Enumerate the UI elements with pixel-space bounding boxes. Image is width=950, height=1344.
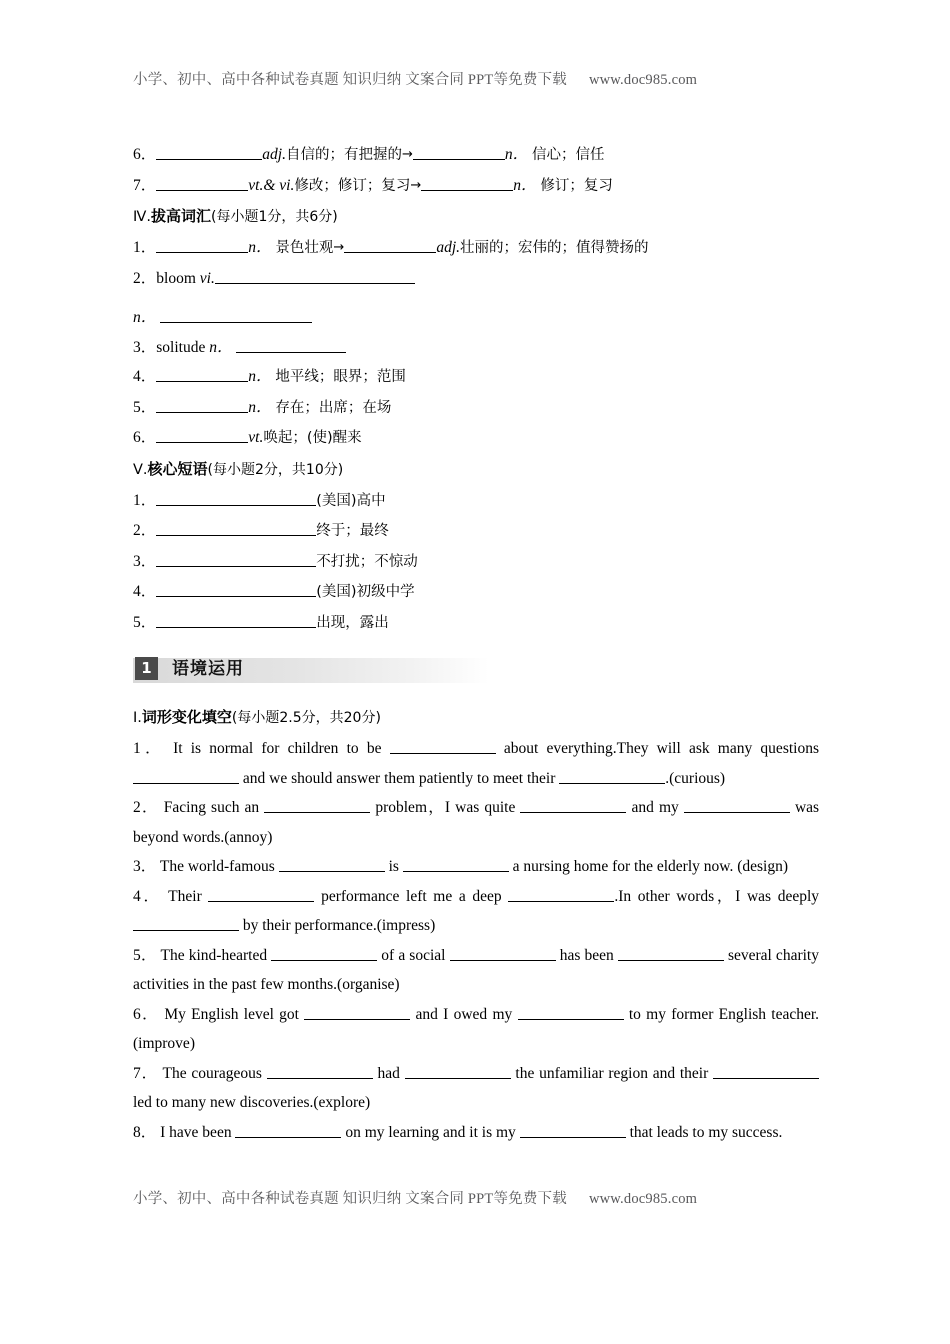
vocab-row <box>133 333 819 363</box>
banner-number-badge: 1 <box>135 657 158 680</box>
question-text: and my <box>631 799 679 816</box>
question-text: was beyond words.(annoy) <box>133 799 820 846</box>
question-item <box>133 941 819 1000</box>
item-number: 2． <box>133 522 157 539</box>
phrase-row <box>133 516 819 547</box>
chinese-gloss: (美国)初级中学 <box>316 584 415 600</box>
item-number: 3． <box>133 858 157 875</box>
answer-blank[interactable] <box>156 520 316 536</box>
section-title: 核心短语 <box>147 459 208 478</box>
section-roman-numeral: Ⅴ <box>133 461 143 478</box>
question-text: is <box>388 858 399 875</box>
item-number: 3． <box>133 338 157 356</box>
question-text: I have been <box>160 1123 232 1141</box>
answer-blank[interactable] <box>271 945 377 961</box>
section-dot: . <box>146 209 151 225</box>
answer-blank[interactable] <box>156 397 248 413</box>
chinese-gloss: 修订；复习 <box>540 177 613 194</box>
answer-blank[interactable] <box>390 738 496 754</box>
vocab-row <box>133 362 819 393</box>
part-of-speech: n． <box>248 398 272 416</box>
chinese-gloss: (美国)高中 <box>316 492 386 509</box>
answer-blank[interactable] <box>156 144 262 160</box>
answer-blank[interactable] <box>279 856 385 872</box>
question-text: The world-famous <box>159 858 275 875</box>
question-text: had <box>377 1064 400 1082</box>
answer-blank[interactable] <box>684 797 790 813</box>
question-text: Their <box>168 887 202 905</box>
answer-blank[interactable] <box>405 1063 511 1079</box>
answer-blank[interactable] <box>133 768 239 784</box>
part-of-speech: n． <box>209 338 233 356</box>
part-of-speech: n． <box>504 146 529 163</box>
phrase-row <box>133 486 819 517</box>
chinese-gloss: 自信的；有把握的 <box>285 147 402 163</box>
item-number: 8． <box>133 1123 157 1141</box>
question-text: about everything.They will ask many questions <box>503 740 819 757</box>
question-item <box>133 882 819 941</box>
arrow-icon: → <box>410 177 422 193</box>
section-title: 词形变化填空 <box>141 708 232 726</box>
question-text: to my former English teacher.(improve) <box>133 1005 820 1052</box>
section-score: (每小题2分，共10分) <box>207 461 344 478</box>
section-score: (每小题1分，共6分) <box>211 209 338 225</box>
answer-blank[interactable] <box>156 366 248 382</box>
chinese-gloss: 唤起；(使)醒来 <box>263 430 362 446</box>
item-number: 6． <box>133 429 157 446</box>
question-text: Facing such an <box>163 799 260 816</box>
question-text: My English level got <box>164 1005 299 1023</box>
chinese-gloss: 壮丽的；宏伟的；值得赞扬的 <box>460 240 649 256</box>
answer-blank[interactable] <box>344 237 436 253</box>
answer-blank[interactable] <box>267 1063 373 1079</box>
answer-blank[interactable] <box>215 268 415 284</box>
question-text: .(curious) <box>665 769 726 787</box>
section-heading-iv <box>133 201 819 233</box>
question-text: has been <box>559 946 614 964</box>
part-of-speech: adj. <box>436 239 460 256</box>
part-of-speech: n． <box>133 309 157 326</box>
question-item <box>133 1059 819 1118</box>
answer-blank[interactable] <box>156 551 316 567</box>
question-text: The courageous <box>162 1064 262 1082</box>
part-of-speech: vi. <box>199 269 215 287</box>
question-text: and I owed my <box>415 1005 513 1023</box>
question-text: problem，I was quite <box>375 799 516 816</box>
answer-blank[interactable] <box>235 1122 341 1138</box>
document-body <box>133 140 819 1147</box>
arrow-icon: → <box>401 147 413 162</box>
answer-blank[interactable] <box>236 337 346 353</box>
answer-blank[interactable] <box>156 490 316 506</box>
part-of-speech: vt.& vi. <box>248 176 295 194</box>
answer-blank[interactable] <box>156 612 316 628</box>
vocab-row-continuation <box>133 303 819 333</box>
question-item <box>133 734 819 793</box>
answer-blank[interactable] <box>156 581 316 597</box>
question-item <box>133 1118 819 1148</box>
part-of-speech: adj. <box>262 146 286 163</box>
vocab-row <box>133 264 819 294</box>
answer-blank[interactable] <box>413 144 505 160</box>
item-number: 4． <box>133 583 157 600</box>
item-number: 1． <box>133 491 157 509</box>
section-banner <box>133 654 819 688</box>
answer-blank[interactable] <box>264 797 370 813</box>
answer-blank[interactable] <box>559 768 665 784</box>
item-number: 1． <box>133 239 157 256</box>
chinese-gloss: 景色壮观 <box>275 240 334 256</box>
question-text: and we should answer them patiently to meet their <box>242 769 556 787</box>
answer-blank[interactable] <box>618 945 724 961</box>
answer-blank[interactable] <box>403 856 509 872</box>
section-title: 拔高词汇 <box>151 207 212 225</box>
answer-blank[interactable] <box>160 307 312 323</box>
answer-blank[interactable] <box>518 1004 624 1020</box>
part-of-speech: n． <box>513 176 537 194</box>
vocab-row <box>133 423 819 454</box>
answer-blank[interactable] <box>450 945 556 961</box>
chinese-gloss: 不打扰；不惊动 <box>316 553 418 570</box>
watermark-text: 小学、初中、高中各种试卷真题 知识归纳 文案合同 PPT等免费下载 <box>133 1191 567 1207</box>
question-text: It is normal for children to be <box>173 740 382 757</box>
banner-title: 语境运用 <box>172 659 244 679</box>
headword: bloom <box>156 269 196 287</box>
question-item <box>133 1000 819 1059</box>
answer-blank[interactable] <box>156 175 248 191</box>
answer-blank[interactable] <box>520 797 626 813</box>
item-number: 5． <box>133 946 157 964</box>
chinese-gloss: 信心；信任 <box>532 147 605 163</box>
answer-blank[interactable] <box>520 1122 626 1138</box>
watermark-url: www.doc985.com <box>588 72 698 88</box>
item-number: 5． <box>133 613 157 631</box>
part-of-speech: n． <box>248 239 272 256</box>
question-text: performance left me a deep <box>321 887 502 905</box>
item-number: 2． <box>133 799 159 816</box>
vocab-row <box>133 233 819 264</box>
phrase-row <box>133 608 819 639</box>
chinese-gloss: 存在；出席；在场 <box>275 399 392 416</box>
section-heading-i <box>133 702 819 734</box>
chinese-gloss: 地平线；眼界；范围 <box>275 369 406 385</box>
watermark-text: 小学、初中、高中各种试卷真题 知识归纳 文案合同 PPT等免费下载 <box>133 72 567 88</box>
question-text: the unfamiliar region and their <box>515 1064 709 1082</box>
item-number: 4． <box>133 887 162 905</box>
section-dot: . <box>137 710 142 726</box>
item-number: 3． <box>133 552 157 570</box>
answer-blank[interactable] <box>156 427 248 443</box>
question-text: a nursing home for the elderly now. <box>512 858 734 875</box>
section-roman-numeral: Ⅳ <box>133 209 147 225</box>
question-text: several charity activities in the past few months.(organise) <box>133 946 819 993</box>
page-footer-watermark <box>133 1187 823 1208</box>
section-heading-v <box>133 454 819 486</box>
headword: solitude <box>156 338 206 356</box>
item-number: 6． <box>133 1005 160 1023</box>
item-number: 6． <box>133 146 157 163</box>
question-text: led to many new discoveries.(explore) <box>133 1094 371 1111</box>
answer-blank[interactable] <box>421 175 513 191</box>
section-score: (每小题2.5分，共20分) <box>231 710 381 726</box>
part-of-speech: n． <box>248 368 272 385</box>
item-number: 5． <box>133 398 157 416</box>
item-number: 4． <box>133 368 157 385</box>
watermark-url: www.doc985.com <box>588 1191 698 1207</box>
item-number: 1． <box>133 740 165 757</box>
answer-blank[interactable] <box>713 1063 819 1079</box>
question-text: on my learning and it is my <box>345 1123 516 1141</box>
part-of-speech: vt. <box>248 429 264 446</box>
answer-blank[interactable] <box>304 1004 410 1020</box>
vocab-row <box>133 393 819 424</box>
item-number: 7． <box>133 1064 159 1082</box>
question-text: that leads to my success. <box>629 1123 783 1141</box>
section-roman-numeral: Ⅰ <box>133 710 138 726</box>
vocab-row <box>133 140 819 171</box>
page-header-watermark <box>133 68 823 89</box>
phrase-row <box>133 577 819 608</box>
vocab-row <box>133 171 819 202</box>
question-text: by their performance.(impress) <box>242 917 436 934</box>
item-number: 2． <box>133 269 157 287</box>
question-text: of a social <box>381 946 446 964</box>
chinese-gloss: 修改；修订；复习 <box>294 177 411 194</box>
question-text: The kind-hearted <box>160 946 268 964</box>
answer-blank[interactable] <box>133 915 239 931</box>
phrase-row <box>133 547 819 578</box>
question-text: (design) <box>737 858 788 875</box>
question-item <box>133 793 819 852</box>
section-dot: . <box>142 461 148 478</box>
answer-blank[interactable] <box>208 886 314 902</box>
answer-blank[interactable] <box>508 886 614 902</box>
question-text: .In other words，I was deeply <box>614 887 820 905</box>
answer-blank[interactable] <box>156 237 248 253</box>
question-item <box>133 852 819 882</box>
chinese-gloss: 出现，露出 <box>316 614 389 631</box>
item-number: 7． <box>133 176 157 194</box>
arrow-icon: → <box>333 240 345 255</box>
chinese-gloss: 终于；最终 <box>316 523 389 539</box>
